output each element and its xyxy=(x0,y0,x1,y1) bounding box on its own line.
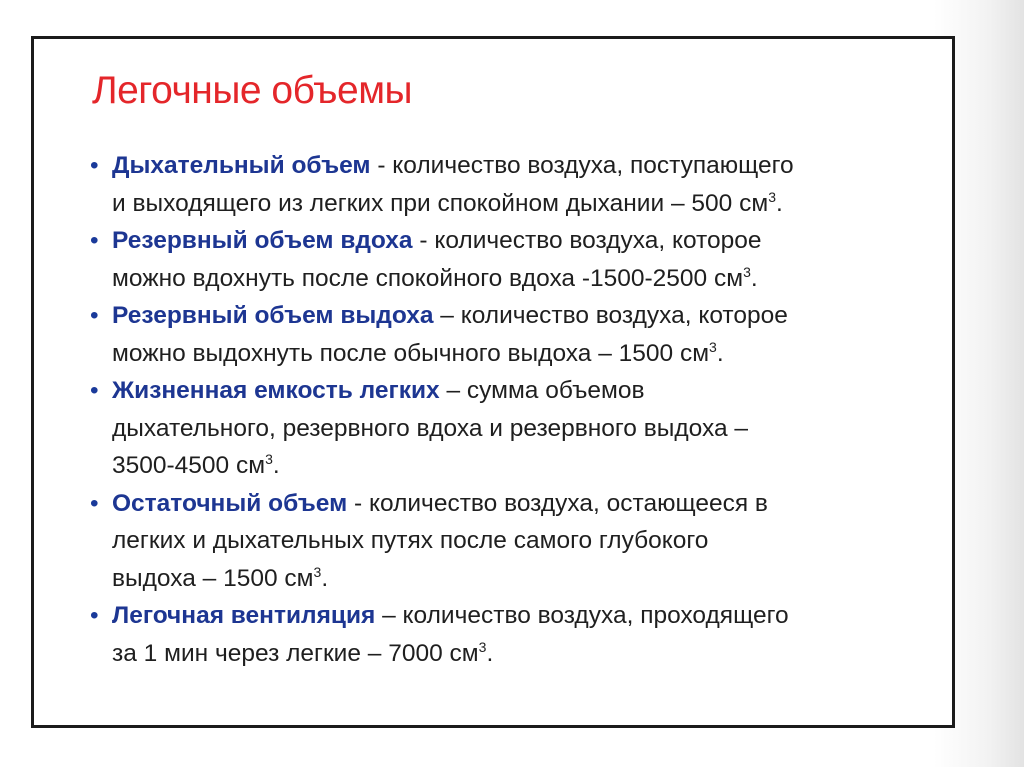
superscript: 3 xyxy=(265,451,273,467)
item-line xyxy=(112,597,930,635)
definition-text: за 1 мин через легкие – 7000 см xyxy=(112,639,479,667)
bullet-list xyxy=(90,147,930,672)
superscript: 3 xyxy=(709,338,717,355)
item-line xyxy=(112,635,930,673)
superscript: 3 xyxy=(743,263,751,280)
term-label: Остаточный объем xyxy=(112,489,348,517)
definition-text: - количество воздуха, поступающего xyxy=(370,152,794,179)
superscript: 3 xyxy=(768,188,776,205)
item-line xyxy=(112,485,930,523)
line-end: . xyxy=(321,564,329,592)
line-end: . xyxy=(750,264,758,292)
line-end: . xyxy=(716,339,724,367)
item-line xyxy=(112,372,930,410)
bullet-point: • xyxy=(90,227,99,254)
definition-text: можно вдохнуть после спокойного вдоха -1500-2500 см xyxy=(112,264,744,292)
bullet-item-residual-volume xyxy=(90,485,930,598)
superscript: 3 xyxy=(313,563,322,580)
term-label: Резервный объем вдоха xyxy=(112,227,413,254)
term-label: Жизненная емкость легких xyxy=(112,377,440,404)
definition-text: легких и дыхательных путях после самого глубокого xyxy=(112,527,709,554)
definition-text: – количество воздуха, которое xyxy=(433,302,788,329)
item-line xyxy=(112,185,930,223)
definition-text: - количество воздуха, которое xyxy=(412,227,762,254)
definition-text: дыхательного, резервного вдоха и резервного выдоха – xyxy=(112,414,749,442)
item-line xyxy=(112,522,930,560)
superscript: 3 xyxy=(478,638,487,655)
bullet-item-tidal-volume xyxy=(90,147,930,222)
line-end: . xyxy=(486,639,494,667)
item-line xyxy=(112,260,930,298)
item-line xyxy=(112,147,930,185)
definition-text: 3500-4500 см xyxy=(112,452,266,479)
definition-text: выдоха – 1500 см xyxy=(112,564,314,592)
definition-text: и выходящего из легких при спокойном дыхании – 500 см xyxy=(112,189,769,217)
bullet-item-pulmonary-ventilation xyxy=(90,597,930,672)
bullet-point: • xyxy=(90,302,99,329)
term-label: Дыхательный объем xyxy=(112,152,371,179)
definition-text: – сумма объемов xyxy=(439,377,645,404)
item-line xyxy=(112,297,930,335)
item-line xyxy=(112,410,930,448)
bullet-item-expiratory-reserve xyxy=(90,297,930,372)
line-end: . xyxy=(272,452,280,479)
bullet-point: • xyxy=(90,602,99,629)
slide-title: Легочные объемы xyxy=(92,69,413,112)
item-line xyxy=(112,335,930,373)
definition-text: - количество воздуха, остающееся в xyxy=(347,489,768,517)
bullet-item-inspiratory-reserve xyxy=(90,222,930,297)
bullet-point: • xyxy=(90,152,99,179)
item-line xyxy=(112,560,930,598)
bullet-item-vital-capacity xyxy=(90,372,930,485)
term-label: Резервный объем выдоха xyxy=(112,302,434,329)
slide xyxy=(31,36,955,728)
item-line xyxy=(112,222,930,260)
term-label: Легочная вентиляция xyxy=(112,602,376,629)
item-line xyxy=(112,447,930,485)
definition-text: – количество воздуха, проходящего xyxy=(375,602,789,629)
definition-text: можно выдохнуть после обычного выдоха – 1500 см xyxy=(112,339,710,367)
bullet-point: • xyxy=(90,377,99,404)
line-end: . xyxy=(776,189,783,217)
bullet-point: • xyxy=(90,489,99,517)
